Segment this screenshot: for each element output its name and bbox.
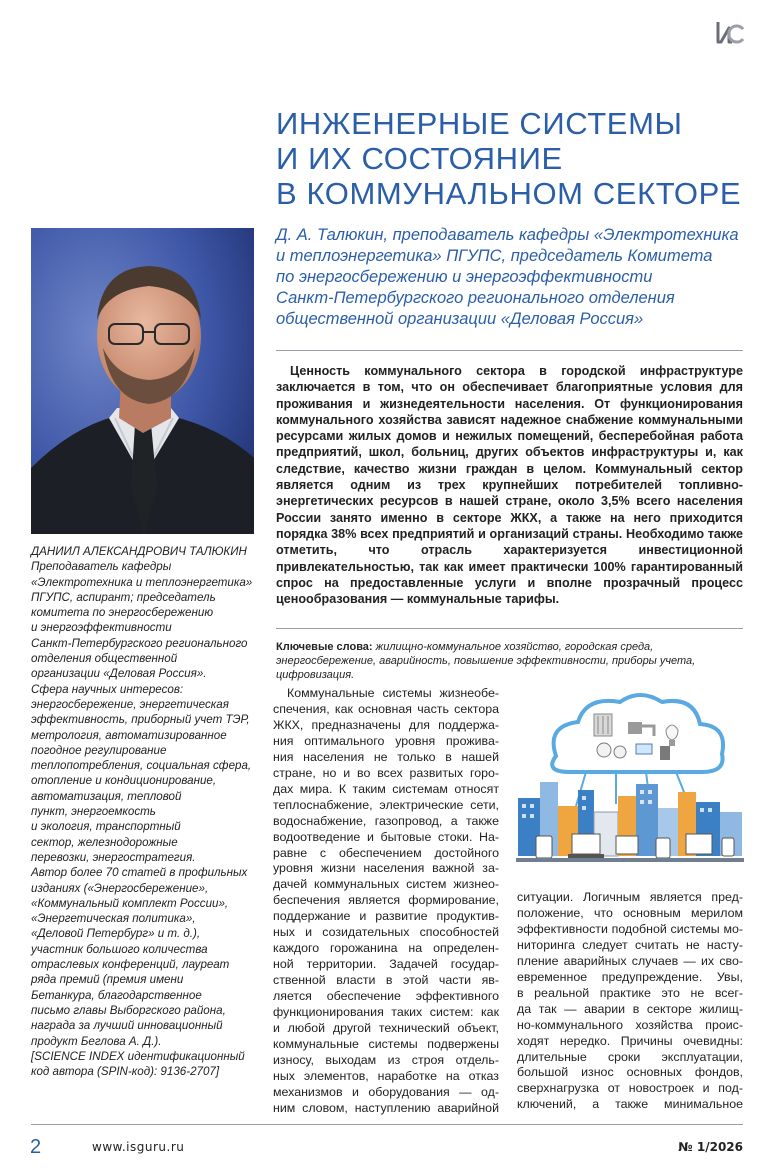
byline-line: Санкт-Петербургского регионального отделения — [276, 289, 675, 307]
body-line: коммунальные системы подвержены — [273, 1036, 499, 1051]
byline-line: и теплоэнергетика» ПГУПС, председатель Комитета — [276, 247, 713, 265]
author-info-line: и энергоэффективности — [31, 621, 172, 635]
body-line: ситуации. Логичным является пред- — [517, 890, 743, 904]
author-info-line: и экология, транспортный — [31, 820, 181, 834]
body-line: ниторинга следует считать не насту- — [517, 937, 743, 952]
keywords — [276, 640, 743, 682]
issue-number: № 1/2026 — [678, 1140, 743, 1154]
body-line: теплоснабжение, электрические сети, — [273, 797, 499, 812]
author-info-line: «Энергетическая политика», — [31, 912, 196, 926]
body-line: износу, выходам из строя отдель- — [273, 1052, 499, 1067]
author-info-line: пункт, энергоемкость — [31, 805, 156, 819]
journal-logo-icon — [712, 16, 746, 50]
body-line: ственной власти в этой части яв- — [273, 973, 499, 988]
body-line: стране, но и во всех развитых горо- — [273, 765, 499, 780]
body-line: ной территории. Задачей государ- — [273, 957, 499, 972]
divider — [276, 350, 743, 351]
author-info-line: перевозки, энергостратегия. — [31, 850, 196, 864]
author-info-line: Санкт-Петербургского регионального — [31, 636, 248, 650]
author-info-line: изданиях («Энергосбережение», — [31, 881, 209, 895]
body-column-right — [517, 890, 743, 1113]
body-line: ходят нередко. Причины очевидны: — [517, 1033, 743, 1048]
author-info-line: организации «Деловая Россия». — [31, 667, 207, 681]
body-line: спечения, как основная часть сектора — [273, 701, 499, 716]
divider — [276, 628, 743, 629]
page-number: 2 — [30, 1136, 42, 1158]
body-column-left — [273, 686, 499, 1117]
author-info-line: эффективность, приборный учет ТЭР, — [31, 713, 250, 727]
author-info-line: энергосбережение, энергетическая — [31, 697, 229, 711]
body-line: ляется обеспечение эффективного — [273, 989, 499, 1004]
author-info-line: Бетанкура, благодарственное — [31, 988, 202, 1002]
author-info-line: сектор, железнодорожные — [31, 835, 178, 849]
article-byline — [276, 225, 750, 330]
body-line: ЖКХ, предназначены для поддержа- — [273, 717, 499, 732]
author-info-line: погодное регулирование — [31, 743, 167, 757]
lead-text: Ценность коммунального сектора в городской инфраструктуре заключается в том, что он обеспечивает благоприятные условия для проживания и жизнедеятельности населения. От функционирования коммунального хозяйства зависят надежное снабжение коммунальными ресурсами жилых домов и нежилых помещений, бесперебойная работа предприятий, школ, больниц, других объектов инфраструктуры и, как следствие, качество жизни граждан в целом. Коммунальный сектор является одним из трех крупнейших потребителей топливно-энергетических ресурсов в нашей стране, около 3,5% всего населения России занято именно в секторе ЖКХ, а также на него приходится порядка 38% всех предприятий и организаций страны. Необходимо также отметить, что отрасль характеризуется инвестиционной привлекательностью, так как имеет практически 100% гарантированный спрос на предоставленные услуги и вполне прозрачный процесс ценообразования — коммунальные тарифы. — [276, 364, 743, 607]
author-info-line: ряда премий (премия имени — [31, 973, 184, 987]
author-info-line: теплопотребления, социальная сфера, — [31, 759, 252, 773]
body-line: длительные сроки эксплуатации, — [517, 1049, 743, 1064]
body-line: беспечения является формирование, — [273, 893, 499, 908]
body-line: уровня жизни населения важной за- — [273, 861, 499, 876]
body-line: поддержание и развитие продуктив- — [273, 909, 499, 924]
author-info — [31, 544, 257, 1079]
body-line: ним словом, наступлению аварийной — [273, 1100, 499, 1115]
keywords-text: жилищно-коммунальное хозяйство, городская среда, энергосбережение, аварийность, повышение эффективности, приборы учета, цифровизация. — [276, 641, 696, 681]
article-title — [276, 106, 756, 211]
body-line: евременное предупреждение. Увы, — [517, 969, 743, 984]
author-info-line: продукт Беглова А. Д.). — [31, 1034, 162, 1048]
author-info-line: «Деловой Петербург» и т. д.), — [31, 927, 201, 941]
site-link[interactable]: www.isguru.ru — [92, 1140, 185, 1154]
author-info-line: письмо главы Выборгского района, — [31, 1003, 226, 1017]
author-info-line: комитета по энергосбережению — [31, 606, 214, 620]
author-info-line: Преподаватель кафедры — [31, 560, 172, 574]
author-info-line: [SCIENCE INDEX идентификационный — [31, 1049, 245, 1063]
byline-line: по энергосбережению и энергоэффективности — [276, 268, 653, 286]
author-info-line: Автор более 70 статей в профильных — [31, 866, 248, 880]
body-line: большой износ основных фондов, — [517, 1065, 743, 1080]
body-line: в реальной практике это не всег- — [517, 985, 743, 1000]
author-info-line: отраслевых конференций, лауреат — [31, 958, 230, 972]
body-line: но-коммунального хозяйства проис- — [517, 1017, 743, 1032]
body-line: Коммунальные системы жизнеобе- — [287, 686, 499, 700]
body-line: пление аварийных случаев — их сво- — [517, 953, 743, 968]
author-info-line: ПГУПС, аспирант; председатель — [31, 590, 216, 604]
body-line: ния оптимального уровня прожива- — [273, 733, 499, 748]
body-line: дах мира. К таким системам относят — [273, 781, 499, 796]
body-line: водоотведение и бытовые стоки. На- — [273, 829, 499, 844]
body-line: ных и созидательных способностей — [273, 925, 499, 940]
title-line: ИНЖЕНЕРНЫЕ СИСТЕМЫ — [276, 106, 683, 141]
author-info-line: код автора (SPIN-код): 9136-2707] — [31, 1065, 220, 1079]
body-line: дачей коммунальных систем жизнео- — [273, 877, 499, 892]
body-line: механизмов и оборудования — од- — [273, 1084, 499, 1099]
smart-city-illustration — [516, 686, 744, 866]
byline-line: Д. А. Талюкин, преподаватель кафедры «Электротехника — [276, 226, 739, 244]
footer-divider — [31, 1124, 743, 1125]
body-line: ных элементов, наработке на отказ — [273, 1068, 499, 1083]
author-info-line: отопление и кондиционирование, — [31, 774, 217, 788]
author-info-line: отделения общественной — [31, 652, 178, 666]
body-line: сверхнагрузка от новостроек и под- — [517, 1081, 743, 1096]
author-info-line: «Электротехника и теплоэнергетика» — [31, 575, 253, 589]
author-info-line: автоматизация, тепловой — [31, 789, 182, 803]
author-info-line: участник большого количества — [31, 942, 208, 956]
body-line: каждого горожанина на определен- — [273, 941, 499, 956]
body-line: и любой другой технический объект, — [273, 1021, 499, 1036]
body-line: да так — аварии в секторе жилищ- — [517, 1001, 743, 1016]
author-info-line: награда за лучший инновационный — [31, 1019, 223, 1033]
body-line: функционирования таких систем: как — [273, 1005, 499, 1020]
author-info-line: метрология, автоматизированное — [31, 728, 227, 742]
title-line: И ИХ СОСТОЯНИЕ — [276, 141, 563, 176]
byline-line: общественной организации «Деловая Россия» — [276, 310, 644, 328]
body-line: равне с обеспечением достойного — [273, 845, 499, 860]
body-line: эффективности подобной системы мо- — [517, 921, 743, 936]
lead-paragraph — [276, 363, 743, 607]
author-info-line: Сфера научных интересов: — [31, 682, 184, 696]
body-line: ключений, а также минимальное — [517, 1097, 743, 1112]
author-photo — [31, 228, 254, 534]
title-line: В КОММУНАЛЬНОМ СЕКТОРЕ — [276, 176, 742, 211]
body-line: положение, что основным мерилом — [517, 905, 743, 920]
author-info-line: ДАНИИЛ АЛЕКСАНДРОВИЧ ТАЛЮКИН — [31, 545, 247, 558]
author-info-line: «Коммунальный комплект России», — [31, 896, 229, 910]
body-line: ния населения не только в нашей — [273, 749, 499, 764]
body-line: водоснабжение, газопровод, а также — [273, 813, 499, 828]
keywords-label: Ключевые слова: — [276, 641, 373, 653]
